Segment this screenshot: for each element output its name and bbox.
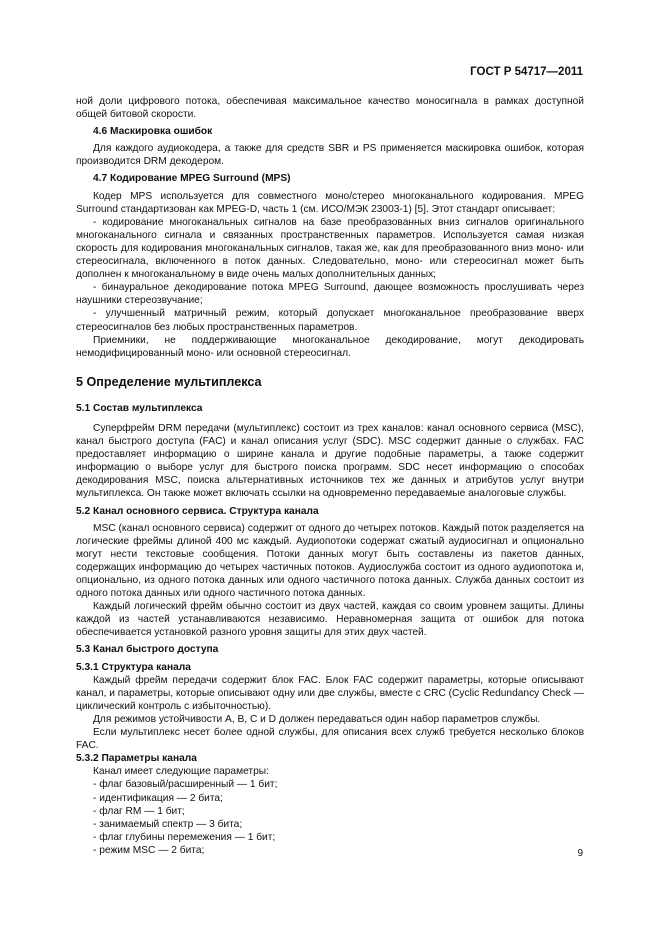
paragraph: Приемники, не поддерживающие многоканальное декодирование, могут декодировать немодифицированный моно- или основной стереосигнал. [76,334,584,359]
section-heading-4-7: 4.7 Кодирование MPEG Surround (MPS) [93,173,291,185]
paragraph: Канал имеет следующие параметры: [93,766,269,778]
paragraph: Каждый фрейм передачи содержит блок FAC. Блок FAC содержит параметры, которые описывают канал, и параметры, которые описывают одну или две службы, вместе с CRC (Cyclic Redundancy Check — циклический контроль с избыточностью). [76,674,584,712]
paragraph: MSC (канал основного сервиса) содержит от одного до четырех потоков. Каждый поток разделяется на логические фреймы длиной 400 мс каждый. Аудиопотоки содержат сжатый аудиосигнал и опционально могут нести текстовые сообщения. Потоки данных могут быть составлены из пакетов данных, содержащих информацию до четырех частичных потоков. Аудиослужба состоит из одного аудиопотока и, опционально, из одного потока данных или одного частичного потока данных. Служба данных состоит из одного потока данных или одного частичного потока данных. [76,522,584,600]
list-item: - флаг глубины перемежения — 1 бит; [93,831,276,843]
section-heading-5-3: 5.3 Канал быстрого доступа [76,644,219,656]
paragraph: Каждый логический фрейм обычно состоит из двух частей, каждая со своим уровнем защиты. Длины каждой из частей устанавливаются независимо. Неравномерная защита от ошибок для потока обеспечивается установкой разного уровня защиты для этих двух частей. [76,601,584,639]
paragraph: Для режимов устойчивости A, B, C и D должен передаваться один набор параметров службы. [93,713,541,725]
list-paragraph: - кодирование многоканальных сигналов на базе преобразованных вниз сигналов оригинального многоканального сигнала и связанных пространственных параметров. Используется самая низкая скорость для кодирования многоканальных сигналов, такая же, как для преобразованного вниз моно- или стереосигнала, включенного в поток данных. Следовательно, моно- или стереосигнал может быть дополнен к многоканальному в виде очень малых дополнительных данных; [76,216,584,281]
section-heading-5-1: 5.1 Состав мультиплекса [76,402,203,414]
section-heading-5-3-1: 5.3.1 Структура канала [76,661,191,673]
paragraph: Суперфрейм DRM передачи (мультиплекс) состоит из трех каналов: канал основного сервиса (MSC), канал быстрого доступа (FAC) и канал описания услуг (SDC). MSC содержит данные о службах. FAC предоставляет информацию о ширине канала и другие подобные параметры, а также содержит информацию о выборе услуг для быстрого поиска программ. SDC несет информацию о способах декодирования MSC, поиска альтернативных источников тех же данных и атрибутов услуг внутри мультиплекса. Он также может включать ссылки на одновременно передаваемые аналоговые службы. [76,422,584,500]
page-number: 9 [577,848,583,859]
section-heading-5-3-2: 5.3.2 Параметры канала [76,753,197,765]
paragraph: ной доли цифрового потока, обеспечивая максимальное качество моносигнала в рамках доступной общей битовой скорости. [76,96,584,121]
list-item: - занимаемый спектр — 3 бита; [93,818,243,830]
section-heading-5: 5 Определение мультиплекса [76,374,262,389]
list-item: - флаг базовый/расширенный — 1 бит; [93,779,278,791]
document-body [76,95,584,857]
document-header: ГОСТ Р 54717—2011 [470,66,583,78]
paragraph: Для каждого аудиокодера, а также для средств SBR и PS применяется маскировка ошибок, которая производится DRM декодером. [76,143,584,168]
paragraph: Кодер MPS используется для совместного моно/стерео многоканального кодирования. MPEG Surround стандартизован как MPEG-D, часть 1 (см. ИСО/МЭК 23003-1) [5]. Этот стандарт описывает: [76,190,584,215]
paragraph: Если мультиплекс несет более одной службы, для описания всех служб требуется несколько блоков FAC. [76,727,584,752]
section-heading-4-6: 4.6 Маскировка ошибок [93,126,213,138]
list-item: - режим MSC — 2 бита; [93,844,205,856]
list-paragraph: - улучшенный матричный режим, который допускает многоканальное преобразование вверх стереосигналов без любых пространственных параметров. [76,308,584,333]
list-item: - идентификация — 2 бита; [93,792,223,804]
list-paragraph: - бинауральное декодирование потока MPEG Surround, дающее возможность прослушивать через наушники стереозвучание; [76,282,584,307]
list-item: - флаг RM — 1 бит; [93,805,185,817]
section-heading-5-2: 5.2 Канал основного сервиса. Структура канала [76,505,319,517]
